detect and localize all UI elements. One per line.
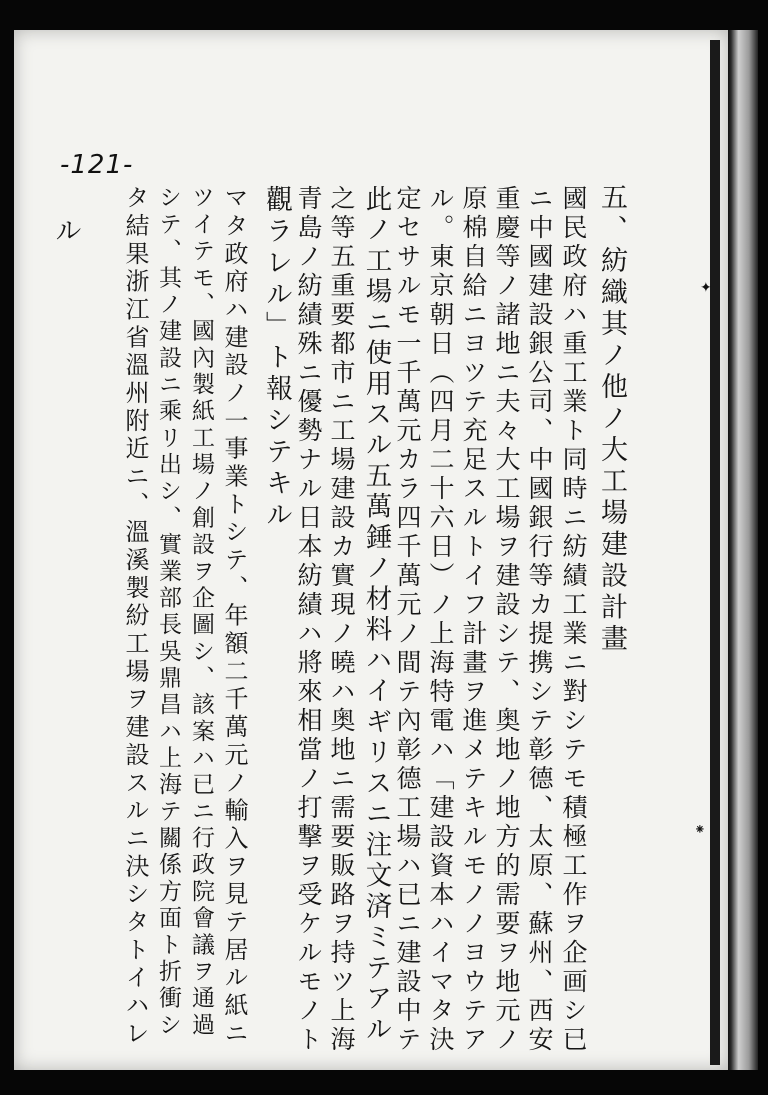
text-line: タ結果浙江省溫州附近ニ、溫溪製紛工場ヲ建設スルニ決シタトイハレ (121, 185, 149, 1049)
text-line: 重慶等ノ諸地ニ夫々大工場ヲ建設シテ、奥地ノ地方的需要ヲ地元ノ (492, 185, 521, 1055)
text-line: ニ中國建設銀公司、中國銀行等カ提携シテ彰德、太原、蘇州、西安 (525, 185, 554, 1055)
text-line: シテ、其ノ建設ニ乘リ出シ、實業部長吳鼎昌ハ上海テ關係方面ト折衝シ (155, 185, 181, 1039)
text-line: ツイテモ、國內製紙工場ノ創設ヲ企圖シ、該案ハ已ニ行政院會議ヲ通過 (188, 185, 214, 1039)
page-number: -121- (60, 150, 134, 180)
binding-mark: ⁕ (694, 822, 706, 838)
text-line: 原棉自給ニヨツテ充足スルトイフ計畫ヲ進メテキルモノノヨウテア (459, 185, 488, 1055)
book-spine (728, 30, 758, 1070)
section-heading: 五、紡織其ノ他ノ大工場建設計畫 (596, 183, 627, 656)
text-line: 定セサルモ一千萬元カラ四千萬元ノ間テ內彰德工場ハ已ニ建設中テ (393, 185, 422, 1055)
page-edge-shadow (710, 40, 720, 1065)
text-line: 青島ノ紡績殊ニ優勢ナル日本紡績ハ將來相當ノ打撃ヲ受ケルモノト (294, 185, 323, 1055)
text-line: マタ政府ハ建設ノ一事業トシテ、年額二千萬元ノ輸入ヲ見テ居ル紙ニ (220, 185, 248, 1049)
text-line: 之等五重要都市ニ工場建設カ實現ノ曉ハ奥地ニ需要販路ヲ持ツ上海 (327, 185, 356, 1055)
binding-mark: ✦ (700, 280, 712, 296)
text-line: 觀ラレル」ト報シテキル (261, 185, 292, 532)
text-line: 國民政府ハ重工業ト同時ニ紡績工業ニ對シテモ積極工作ヲ企画シ已 (559, 185, 588, 1055)
text-line: 此ノ工場ニ使用スル五萬錘ノ材料ハイギリスニ注文済ミテアル (360, 185, 392, 1046)
text-line: ル。東京朝日（四月二十六日）ノ上海特電ハ「建設資本ハイマタ決 (426, 185, 455, 1055)
text-line: ル (50, 216, 81, 248)
